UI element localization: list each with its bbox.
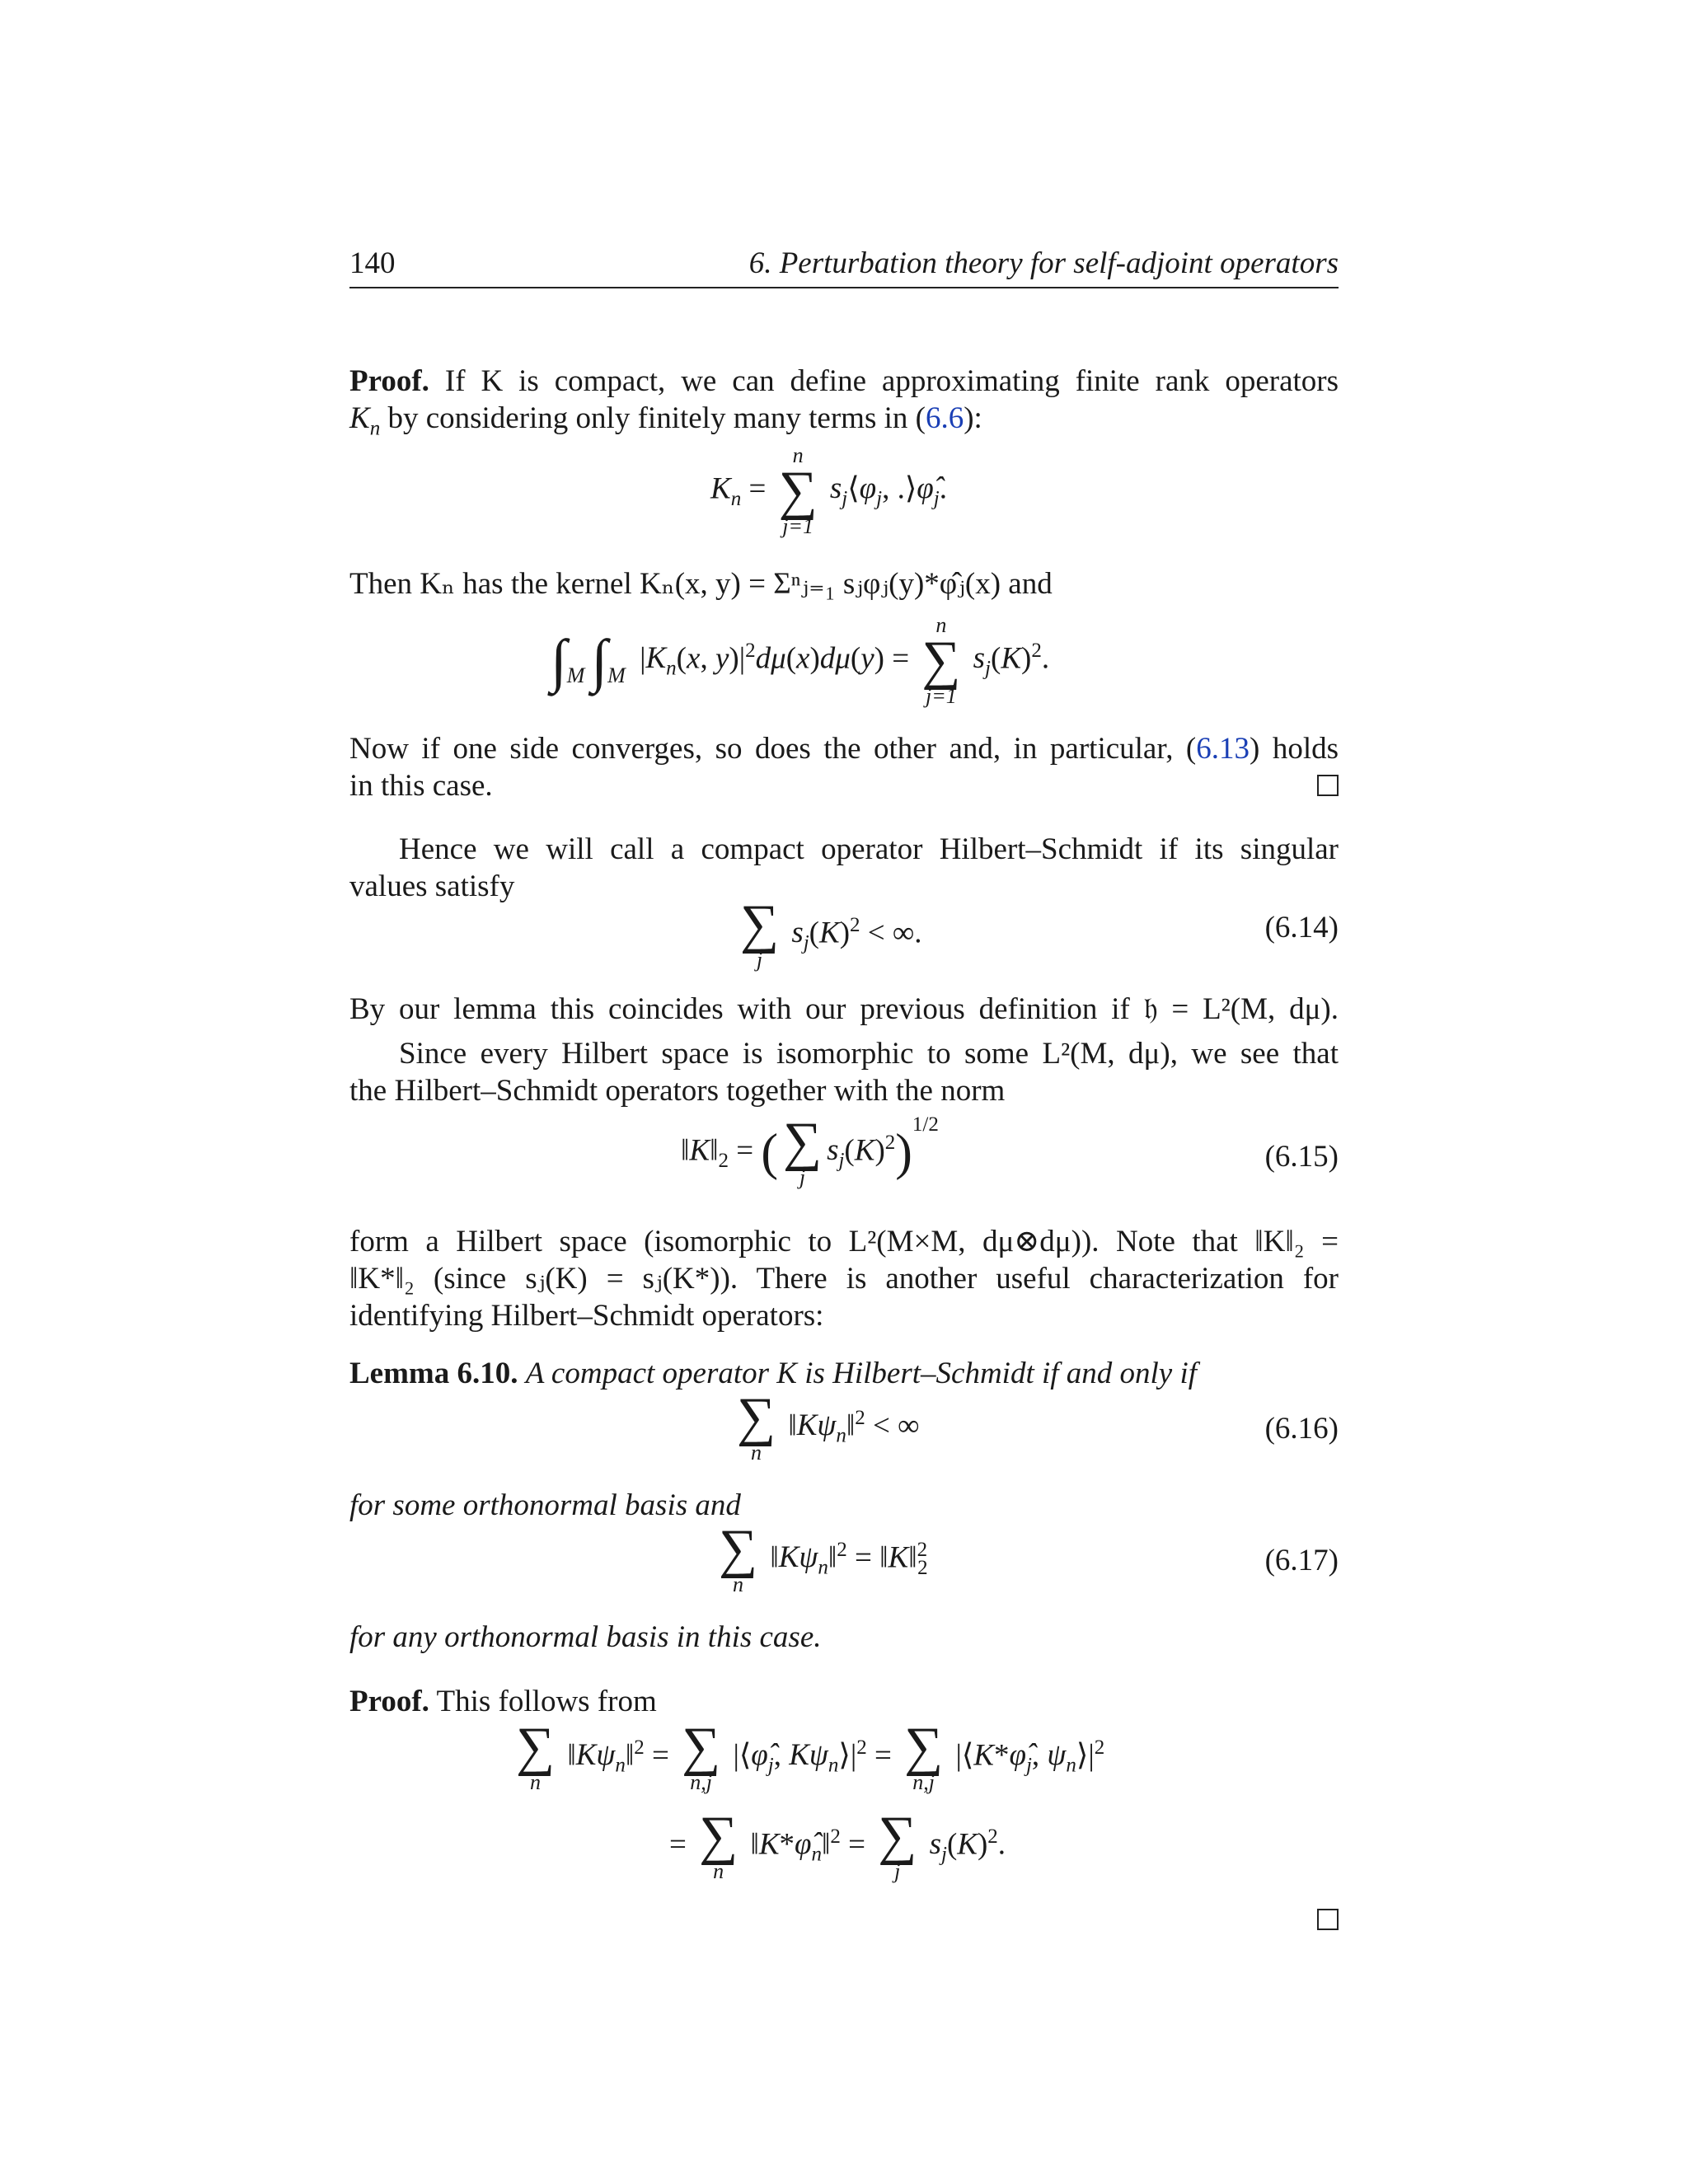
qed-box-2	[1317, 1909, 1339, 1930]
proof1-text2: by considering only finitely many terms in (	[380, 401, 926, 435]
form-line3: identifying Hilbert–Schmidt operators:	[349, 1299, 824, 1333]
eqnum-6-17: (6.17)	[1264, 1544, 1339, 1577]
running-header	[349, 244, 1339, 290]
proof2-label: Proof.	[349, 1685, 429, 1718]
equation-6-14: ∑ j $s_j(K)^2$ < ∞.	[740, 894, 922, 972]
page-number: 140	[349, 246, 396, 280]
eqnum-6-14: (6.14)	[1264, 911, 1339, 944]
lemma-label: Lemma 6.10.	[349, 1357, 518, 1390]
converge-line1	[349, 730, 1339, 767]
proof1-line1	[349, 363, 1339, 400]
equation-6-16: ∑ n $‖K\psi_n‖^2$ < ∞	[737, 1387, 920, 1465]
converge-text-end: ) holds	[1250, 732, 1339, 766]
proof1-text1: If K is compact, we can define approximating finite rank operators	[444, 364, 1339, 398]
since-line2: the Hilbert–Schmidt operators together with the norm	[349, 1074, 1006, 1108]
qed-box-1	[1317, 775, 1339, 796]
equation-6-15: $‖K‖_2$ = ( ∑ j $s_j(K)^2)^{1/2}$	[681, 1112, 939, 1189]
hs-line2: values satisfy	[349, 869, 515, 903]
proof1-text2-end: ):	[964, 401, 982, 435]
lemma-coincide-line: By our lemma this coincides with our previous definition if 𝔥 = L²(M, dμ).	[349, 992, 1339, 1026]
proof2-text: This follows from	[436, 1685, 657, 1718]
equation-proof-line1: ∑ n $‖K\psi_n‖^2$ = ∑ n,j $|⟨\varphî_j$, $K\psi_n⟩|^2$ = ∑ n,j $|⟨K*\varphî_j$, $\psi_n⟩|^2$	[516, 1717, 1105, 1794]
header-rule	[349, 287, 1339, 288]
converge-text: Now if one side converges, so does the other and, in particular, (	[349, 732, 1197, 766]
ref-6-13[interactable]: 6.13	[1196, 732, 1250, 766]
ref-6-6[interactable]: 6.6	[925, 401, 964, 435]
eqnum-6-16: (6.16)	[1264, 1412, 1339, 1446]
since-line1: Since every Hilbert space is isomorphic to some L²(M, dμ), we see that	[399, 1037, 1339, 1071]
form-line1: form a Hilbert space (isomorphic to L²(M×M, dμ⊗dμ)). Note that ‖K‖₂ =	[349, 1225, 1339, 1258]
lemma-6-10-heading	[349, 1355, 1339, 1392]
hs-line1: Hence we will call a compact operator Hilbert–Schmidt if its singular	[399, 832, 1339, 866]
form-line2: ‖K*‖₂ (since sⱼ(K) = sⱼ(K*)). There is another useful characterization for	[349, 1262, 1339, 1296]
equation-kn: $K_n$ = n ∑ j=1 $s_j⟨\varphi_j$, $.⟩\varphî_j$.	[710, 443, 947, 538]
equation-6-17: ∑ n $‖K\psi_n‖^2$ = ‖K‖$^2_2$	[719, 1519, 928, 1596]
lemma-for-some: for some orthonormal basis and	[349, 1488, 741, 1522]
equation-proof-line2: = ∑ n $‖K*\varphî_n‖^2$ = ∑ j $s_j(K)^2$.	[669, 1806, 1006, 1883]
lemma-statement: A compact operator K is Hilbert–Schmidt if and only if	[525, 1357, 1198, 1390]
proof1-line2	[349, 400, 1339, 447]
equation-integral: $\int_M$ $\int_M$ $|K_n(x$, $y)|^2d\mu(x)d\mu(y)$ = n ∑ j=1 $s_j(K)^2$.	[551, 613, 1050, 708]
converge-line2: in this case.	[349, 769, 493, 803]
eqnum-6-15: (6.15)	[1264, 1140, 1339, 1174]
proof2-line	[349, 1683, 1339, 1720]
chapter-title: 6. Perturbation theory for self-adjoint operators	[748, 246, 1339, 280]
proof1-label: Proof.	[349, 364, 429, 398]
kn-subscript: n	[369, 417, 381, 440]
lemma-for-any: for any orthonormal basis in this case.	[349, 1620, 822, 1654]
kernel-line: Then Kₙ has the kernel Kₙ(x, y) = Σⁿⱼ₌₁ sⱼφⱼ(y)*φ̂ⱼ(x) and	[349, 567, 1053, 601]
kn-symbol: K	[349, 401, 370, 435]
